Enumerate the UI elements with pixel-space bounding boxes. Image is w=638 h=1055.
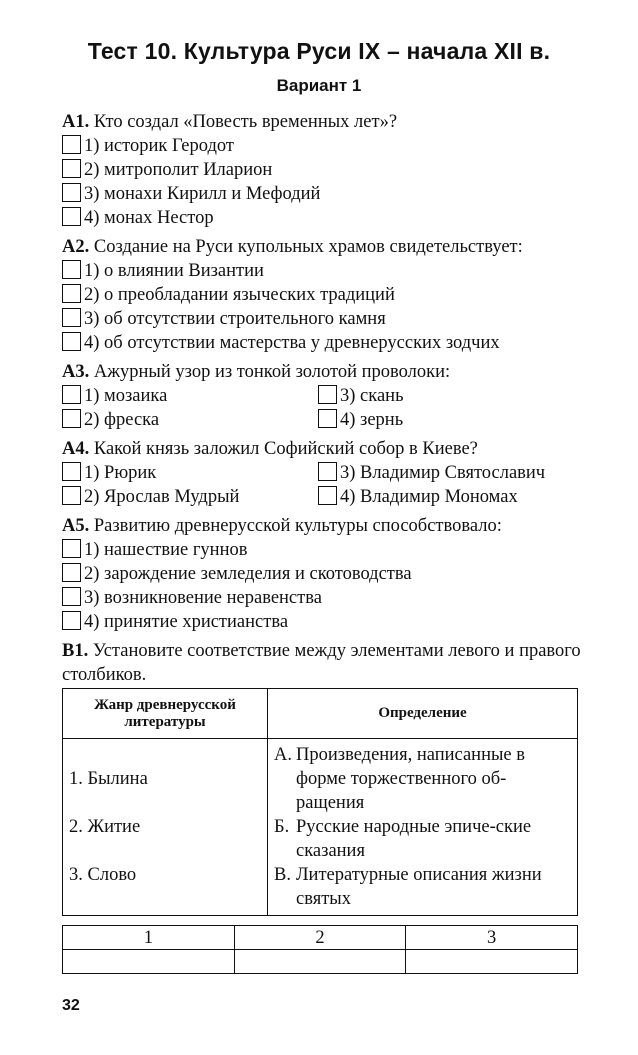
definition-letter: Б. [274, 817, 290, 837]
checkbox[interactable] [62, 385, 81, 404]
checkbox[interactable] [62, 539, 81, 558]
option-label: 4) принятие христианства [84, 612, 289, 632]
question-text: Какой князь заложил Софийский собор в Киеве? [93, 439, 478, 459]
option-label: 2) о преобладании языческих традиций [84, 285, 395, 305]
question-text: Установите соответствие между элементами левого и правого столбиков. [62, 641, 581, 685]
question-text: Создание на Руси купольных храмов свидетельствует: [93, 237, 523, 257]
option-a4-2[interactable] [62, 485, 239, 509]
option-a5-4[interactable] [62, 610, 288, 634]
option-a3-1[interactable] [62, 384, 167, 408]
definition-letter: В. [274, 865, 291, 885]
question-a3 [62, 360, 582, 384]
option-a2-1[interactable] [62, 259, 264, 283]
answer-header-2: 2 [234, 926, 406, 950]
checkbox[interactable] [318, 385, 337, 404]
genre-column [63, 739, 268, 916]
option-label: 2) Ярослав Мудрый [84, 487, 240, 507]
header-definition: Определение [268, 689, 578, 739]
option-label: 4) монах Нестор [84, 208, 214, 228]
definition-text: Литературные описания жизни святых [296, 865, 542, 909]
question-a4 [62, 437, 582, 461]
option-label: 4) Владимир Мономах [340, 487, 518, 507]
option-a2-4[interactable] [62, 331, 500, 355]
checkbox[interactable] [62, 611, 81, 630]
checkbox[interactable] [62, 135, 81, 154]
variant-label: Вариант 1 [276, 76, 362, 95]
checkbox[interactable] [62, 260, 81, 279]
option-label: 2) митрополит Иларион [84, 160, 273, 180]
checkbox[interactable] [62, 462, 81, 481]
genre-item-2: 2. Житие [69, 817, 141, 837]
answer-cell-1[interactable] [63, 950, 235, 974]
checkbox[interactable] [318, 486, 337, 505]
definition-letter: А. [274, 745, 292, 765]
question-number: А2. [62, 237, 90, 257]
answer-header-3: 3 [406, 926, 578, 950]
option-a3-4[interactable] [318, 408, 403, 432]
answer-cell-2[interactable] [234, 950, 406, 974]
option-a3-3[interactable] [318, 384, 404, 408]
question-number: А3. [62, 362, 90, 382]
option-label: 2) фреска [84, 410, 160, 430]
option-a1-4[interactable] [62, 206, 214, 230]
option-a5-2[interactable] [62, 562, 412, 586]
option-label: 1) мозаика [84, 386, 168, 406]
option-label: 3) скань [340, 386, 404, 406]
header-genre: Жанр древнерусской литературы [63, 689, 268, 739]
option-label: 3) монахи Кирилл и Мефодий [84, 184, 321, 204]
checkbox[interactable] [318, 462, 337, 481]
option-a1-1[interactable] [62, 134, 234, 158]
option-label: 4) зернь [340, 410, 404, 430]
option-a4-3[interactable] [318, 461, 545, 485]
checkbox[interactable] [62, 284, 81, 303]
option-label: 3) возникновение неравенства [84, 588, 322, 608]
option-a4-1[interactable] [62, 461, 156, 485]
matching-table [62, 688, 578, 916]
definition-column [268, 739, 578, 916]
question-number: А1. [62, 112, 90, 132]
option-a3-2[interactable] [62, 408, 159, 432]
option-a1-3[interactable] [62, 182, 320, 206]
question-number: В1. [62, 641, 89, 661]
checkbox[interactable] [62, 587, 81, 606]
genre-item-1: 1. Былина [69, 769, 148, 789]
option-label: 3) об отсутствии строительного камня [84, 309, 386, 329]
question-a5 [62, 514, 582, 538]
definition-item-b [274, 815, 571, 863]
option-label: 1) историк Геродот [84, 136, 234, 156]
option-label: 4) об отсутствии мастерства у древнерусских зодчих [84, 333, 500, 353]
answer-cell-3[interactable] [406, 950, 578, 974]
answer-table [62, 925, 578, 974]
test-title: Тест 10. Культура Руси IX – начала XII в. [87, 38, 551, 64]
question-b1 [62, 639, 582, 687]
checkbox[interactable] [62, 183, 81, 202]
question-a1 [62, 110, 582, 134]
definition-item-a [274, 743, 571, 815]
checkbox[interactable] [62, 332, 81, 351]
definition-item-c [274, 863, 571, 911]
checkbox[interactable] [62, 207, 81, 226]
definition-text: Произведения, написанные в форме торжественного об-ращения [296, 745, 525, 813]
question-text: Ажурный узор из тонкой золотой проволоки: [93, 362, 451, 382]
checkbox[interactable] [62, 563, 81, 582]
answer-header-1: 1 [63, 926, 235, 950]
question-number: А5. [62, 516, 90, 536]
question-number: А4. [62, 439, 90, 459]
option-label: 2) зарождение земледелия и скотоводства [84, 564, 412, 584]
checkbox[interactable] [62, 159, 81, 178]
checkbox[interactable] [62, 409, 81, 428]
checkbox[interactable] [62, 308, 81, 327]
option-a2-2[interactable] [62, 283, 395, 307]
checkbox[interactable] [62, 486, 81, 505]
option-label: 1) Рюрик [84, 463, 157, 483]
option-a5-1[interactable] [62, 538, 247, 562]
option-a5-3[interactable] [62, 586, 322, 610]
option-a2-3[interactable] [62, 307, 386, 331]
option-a1-2[interactable] [62, 158, 272, 182]
question-a2 [62, 235, 582, 259]
genre-item-3: 3. Слово [69, 865, 137, 885]
question-text: Развитию древнерусской культуры способствовало: [93, 516, 502, 536]
question-text: Кто создал «Повесть временных лет»? [93, 112, 398, 132]
page-number: 32 [62, 997, 80, 1014]
definition-text: Русские народные эпиче-ские сказания [296, 817, 532, 861]
option-label: 3) Владимир Святославич [340, 463, 546, 483]
option-label: 1) о влиянии Византии [84, 261, 264, 281]
option-label: 1) нашествие гуннов [84, 540, 248, 560]
option-a4-4[interactable] [318, 485, 518, 509]
checkbox[interactable] [318, 409, 337, 428]
